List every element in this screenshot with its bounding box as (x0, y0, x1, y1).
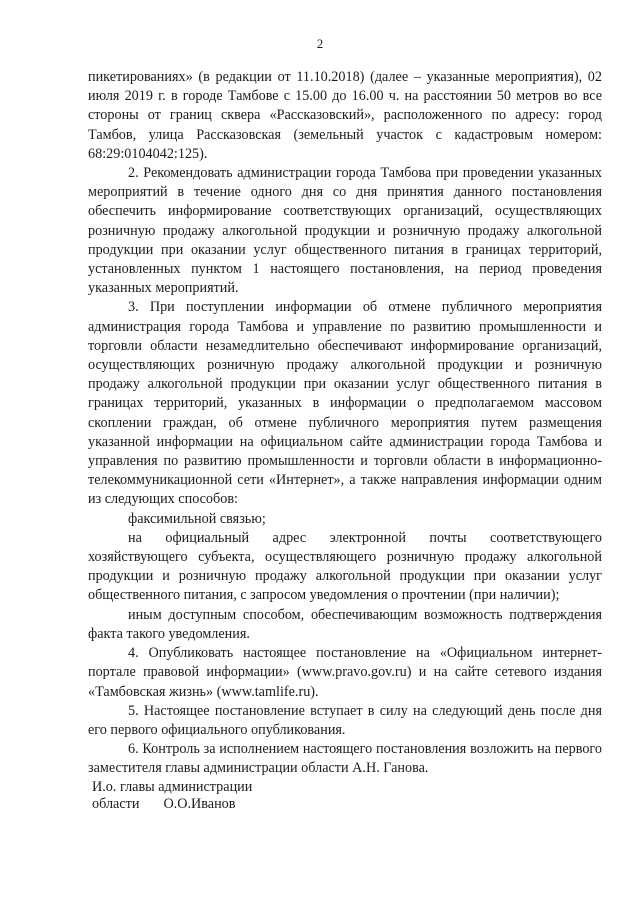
page-number: 2 (316, 36, 324, 51)
paragraph-3-email: на официальный адрес электронной почты соответствующего хозяйствующего субъекта, осуществляющего розничную продажу алкогольной продукции и розничную продажу алкогольной продукции при оказании услуг общественного питания, с запросом уведомления о прочтении (при наличии); (88, 529, 602, 604)
paragraph-6: 6. Контроль за исполнением настоящего постановления возложить на первого заместителя главы администрации области А.Н. Ганова. (88, 741, 602, 777)
paragraph-3-other: иным доступным способом, обеспечивающим возможность подтверждения факта такого уведомления. (88, 606, 602, 642)
paragraph-2: 2. Рекомендовать администрации города Тамбова при проведении указанных мероприятий в течение одного дня со дня принятия данного постановления обеспечить информирование соответствующих организаций, осуществляющих розничную продажу алкогольной продукции и розничную продажу алкогольной продукции при оказании услуг общественного питания в границах территорий, установленных пунктом 1 настоящего постановления, на период проведения указанных мероприятий. (88, 165, 602, 297)
paragraph-5: 5. Настоящее постановление вступает в силу на следующий день после дня его первого официального опубликования. (88, 702, 602, 738)
signatory-region: области (92, 796, 140, 812)
paragraph-3: 3. При поступлении информации об отмене публичного мероприятия администрация города Тамбова и управление по развитию промышленности и торговли области незамедлительно обеспечивают информирование организаций, осуществляющих розничную продажу алкогольной продукции и розничную продажу алкогольной продукции при оказании услуг общественного питания в границах территорий, указанных в информации о предполагаемом массовом скоплении граждан, об отмене публичного мероприятия путем размещения указанной информации на официальном сайте администрации города Тамбова и управления по развитию промышленности и торговли области в информационно-телекоммуникационной сети «Интернет», а также направления информации одним из следующих способов: (88, 299, 602, 508)
paragraph-3-fax: факсимильной связью; (128, 510, 266, 527)
signatory-position: И.о. главы администрации (92, 779, 253, 795)
signatory-name: О.О.Иванов (163, 796, 236, 812)
signature-block (92, 779, 252, 813)
signatory-line (92, 796, 252, 813)
paragraph-continuation: пикетированиях» (в редакции от 11.10.2018) (далее – указанные мероприятия), 02 июля 2019 г. в городе Тамбове с 15.00 до 16.00 ч. на расстоянии 50 метров во все стороны от границ сквера «Рассказовский», расположенного по адресу: город Тамбов, улица Рассказовская (земельный участок с кадастровым номером: 68:29:0104042:125). (88, 69, 602, 162)
document-body (88, 68, 602, 779)
paragraph-4: 4. Опубликовать настоящее постановление на «Официальном интернет-портале правовой информации» (www.pravo.gov.ru) и на сайте сетевого издания «Тамбовская жизнь» (www.tamlife.ru). (88, 645, 602, 700)
